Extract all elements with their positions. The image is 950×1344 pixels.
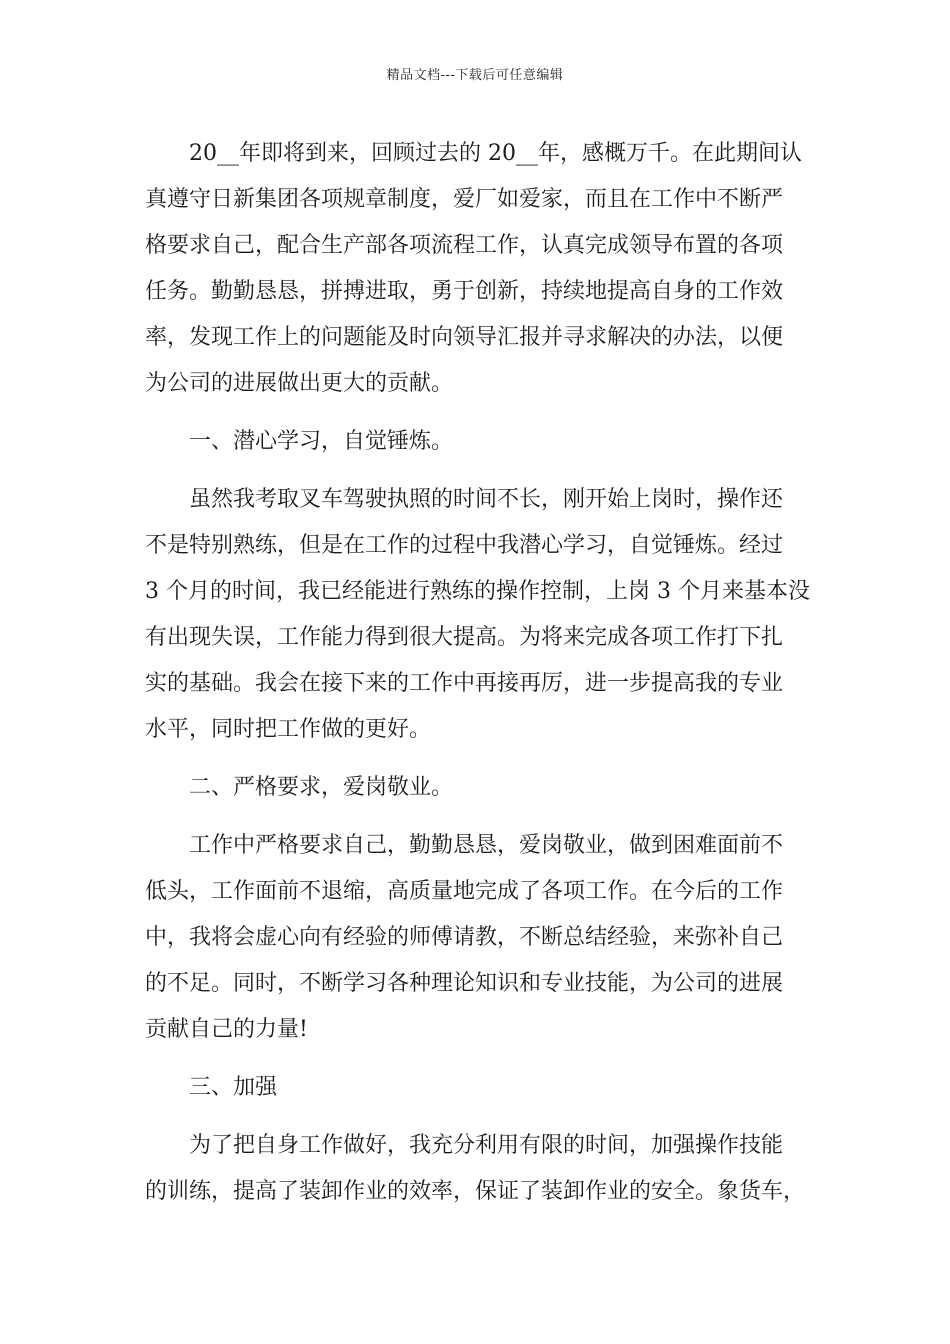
paragraph-line: 真遵守日新集团各项规章制度，爱厂如爱家，而且在工作中不断严	[145, 187, 784, 212]
paragraph-line: 为公司的进展做出更大的贡献。	[145, 371, 454, 396]
paragraph-line: 格要求自己，配合生产部各项流程工作，认真完成领导布置的各项	[145, 233, 784, 258]
paragraph-line: 不是特别熟练，但是在工作的过程中我潜心学习，自觉锤炼。经过	[145, 533, 784, 558]
paragraph-line: 率，发现工作上的问题能及时向领导汇报并寻求解决的办法，以便	[145, 325, 784, 350]
paragraph-line: 3 个月的时间，我已经能进行熟练的操作控制，上岗 3 个月来基本没	[145, 579, 810, 604]
paragraph-line: 的不足。同时，不断学习各种理论知识和专业技能，为公司的进展	[145, 971, 784, 996]
paragraph-line: 工作中严格要求自己，勤勤恳恳，爱岗敬业，做到困难面前不	[189, 833, 784, 858]
section-heading: 三、加强	[189, 1075, 278, 1100]
paragraph-line: 贡献自己的力量!	[145, 1017, 308, 1042]
paragraph-line: 中，我将会虚心向有经验的师傅请教，不断总结经验，来弥补自己	[145, 925, 784, 950]
paragraph-line: 为了把自身工作做好，我充分利用有限的时间，加强操作技能	[189, 1133, 784, 1158]
paragraph-line: 水平，同时把工作做的更好。	[145, 717, 432, 742]
paragraph-line: 20__年即将到来，回顾过去的 20__年，感概万千。在此期间认	[189, 141, 802, 166]
document-body	[145, 131, 825, 1215]
page-header: 精品文档---下载后可任意编辑	[386, 68, 564, 83]
paragraph-line: 虽然我考取叉车驾驶执照的时间不长，刚开始上岗时，操作还	[189, 487, 784, 512]
section-heading: 一、潜心学习，自觉锤炼。	[189, 429, 454, 454]
paragraph-line: 低头，工作面前不退缩，高质量地完成了各项工作。在今后的工作	[145, 879, 784, 904]
paragraph-line: 任务。勤勤恳恳，拼搏进取，勇于创新，持续地提高自身的工作效	[145, 279, 784, 304]
paragraph-line: 的训练，提高了装卸作业的效率，保证了装卸作业的安全。象货车，	[145, 1179, 806, 1204]
section-heading: 二、严格要求，爱岗敬业。	[189, 775, 454, 800]
paragraph-line: 有出现失误，工作能力得到很大提高。为将来完成各项工作打下扎	[145, 625, 784, 650]
paragraph-line: 实的基础。我会在接下来的工作中再接再厉，进一步提高我的专业	[145, 671, 784, 696]
